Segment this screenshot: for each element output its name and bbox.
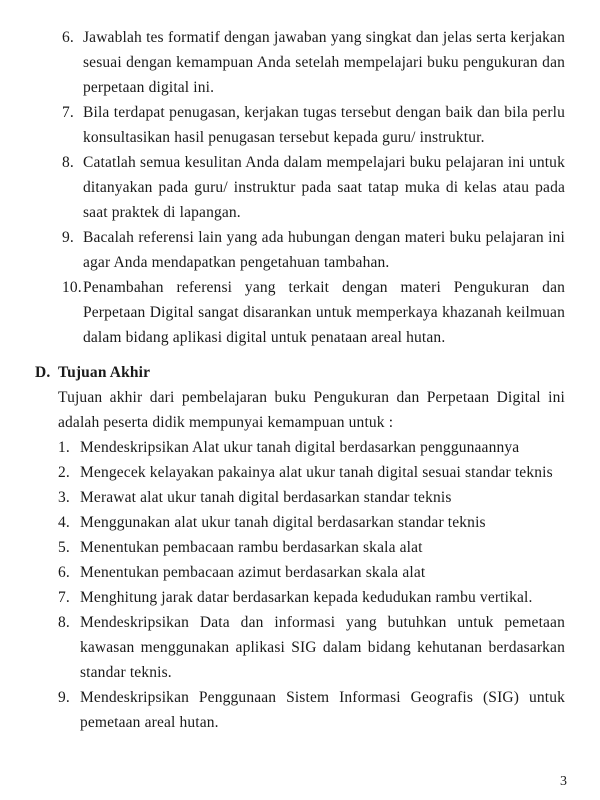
list-item bbox=[58, 610, 565, 685]
list-item bbox=[58, 535, 565, 560]
item-text: Mengecek kelayakan pakainya alat ukur tanah digital sesuai standar teknis bbox=[80, 464, 553, 481]
item-text: Penambahan referensi yang terkait dengan materi Pengukuran dan Perpetaan Digital sangat disarankan untuk memperkaya khazanah keilmuan dalam bidang aplikasi digital untuk penataan areal hutan. bbox=[83, 279, 565, 346]
list-item bbox=[58, 485, 565, 510]
item-text: Mendeskripsikan Data dan informasi yang butuhkan untuk pemetaan kawasan menggunakan aplikasi SIG dalam bidang kehutanan berdasarkan standar teknis. bbox=[80, 614, 565, 681]
list-item bbox=[58, 585, 565, 610]
list-item bbox=[58, 510, 565, 535]
item-text: Menentukan pembacaan azimut berdasarkan skala alat bbox=[80, 564, 426, 581]
item-text: Catatlah semua kesulitan Anda dalam mempelajari buku pelajaran ini untuk ditanyakan pada guru/ instruktur pada saat tatap muka di kelas atau pada saat praktek di lapangan. bbox=[83, 154, 565, 221]
item-number: 5. bbox=[58, 539, 70, 556]
section-title: Tujuan Akhir bbox=[58, 364, 151, 381]
item-text: Bacalah referensi lain yang ada hubungan dengan materi buku pelajaran ini agar Anda mendapatkan pengetahuan tambahan. bbox=[83, 229, 565, 271]
list-item bbox=[62, 25, 565, 100]
list-item bbox=[62, 150, 565, 225]
item-number: 4. bbox=[58, 514, 70, 531]
item-number: 7. bbox=[58, 589, 70, 606]
item-number: 6. bbox=[58, 564, 70, 581]
item-text: Menghitung jarak datar berdasarkan kepada kedudukan rambu vertikal. bbox=[80, 589, 533, 606]
item-number: 8. bbox=[58, 614, 70, 631]
item-text: Bila terdapat penugasan, kerjakan tugas tersebut dengan baik dan bila perlu konsultasikan hasil penugasan tersebut kepada guru/ instruktur. bbox=[83, 104, 565, 146]
list-item bbox=[62, 275, 565, 350]
list-item bbox=[62, 100, 565, 150]
item-number: 2. bbox=[58, 464, 70, 481]
item-number: 9. bbox=[62, 229, 74, 246]
item-text: Jawablah tes formatif dengan jawaban yang singkat dan jelas serta kerjakan sesuai dengan kemampuan Anda setelah mempelajari buku pengukuran dan perpetaan digital ini. bbox=[83, 29, 565, 96]
list-item bbox=[58, 435, 565, 460]
item-text: Menentukan pembacaan rambu berdasarkan skala alat bbox=[80, 539, 423, 556]
item-number: 6. bbox=[62, 29, 74, 46]
list-item bbox=[58, 685, 565, 735]
item-text: Mendeskripsikan Penggunaan Sistem Informasi Geografis (SIG) untuk pemetaan areal hutan. bbox=[80, 689, 565, 731]
item-number: 8. bbox=[62, 154, 74, 171]
list-item bbox=[58, 460, 565, 485]
item-number: 7. bbox=[62, 104, 74, 121]
section-intro: Tujuan akhir dari pembelajaran buku Pengukuran dan Perpetaan Digital ini adalah peserta didik mempunyai kemampuan untuk : bbox=[58, 389, 565, 431]
section-letter: D. bbox=[35, 364, 51, 381]
page-number: 3 bbox=[560, 774, 568, 789]
item-text: Mendeskripsikan Alat ukur tanah digital berdasarkan penggunaannya bbox=[80, 439, 520, 456]
item-number: 10. bbox=[62, 279, 82, 296]
item-text: Merawat alat ukur tanah digital berdasarkan standar teknis bbox=[80, 489, 452, 506]
item-text: Menggunakan alat ukur tanah digital berdasarkan standar teknis bbox=[80, 514, 486, 531]
item-number: 1. bbox=[58, 439, 70, 456]
item-number: 9. bbox=[58, 689, 70, 706]
list-item bbox=[62, 225, 565, 275]
item-number: 3. bbox=[58, 489, 70, 506]
list-item bbox=[58, 560, 565, 585]
